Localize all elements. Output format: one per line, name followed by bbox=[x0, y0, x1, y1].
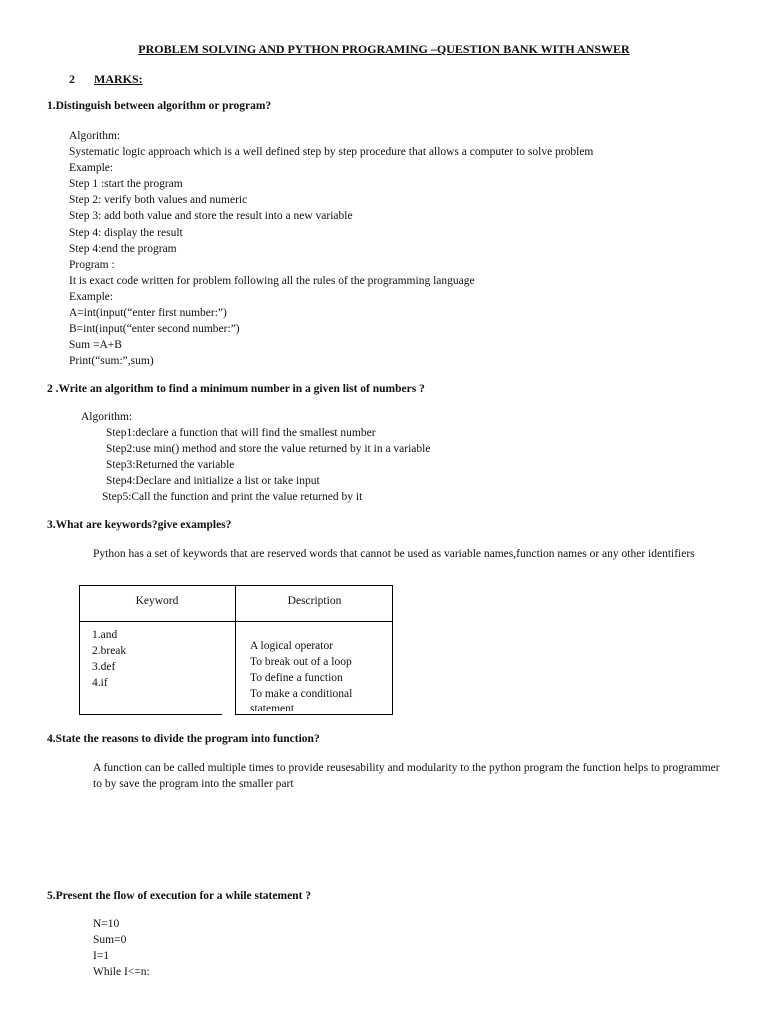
answer-5-code bbox=[93, 916, 150, 980]
answer-1-line: Step 4:end the program bbox=[69, 242, 177, 255]
answer-1 bbox=[69, 128, 593, 369]
marks-heading: MARKS: bbox=[94, 72, 143, 86]
answer-2-step: Step4:Declare and initialize a list or take input bbox=[106, 475, 320, 487]
answer-1-line: Systematic logic approach which is a well defined step by step procedure that allows a computer to solve problem bbox=[69, 146, 594, 159]
answer-2-step: Step2:use min() method and store the value returned by it in a variable bbox=[106, 443, 431, 455]
answer-2-step: Step5:Call the function and print the value returned by it bbox=[102, 491, 363, 503]
answer-5-line: I=1 bbox=[93, 950, 110, 963]
answer-1-line: Sum =A+B bbox=[69, 339, 122, 352]
table-keyword-cell: 3.def bbox=[92, 661, 116, 673]
question-1: 1.Distinguish between algorithm or program? bbox=[47, 100, 272, 112]
table-description-cell: statement bbox=[250, 703, 295, 711]
answer-5-line: While I<=n: bbox=[93, 966, 150, 979]
answer-1-line: It is exact code written for problem following all the rules of the programming language bbox=[69, 274, 475, 287]
answer-1-line: Example: bbox=[69, 162, 114, 175]
table-description-cell: To define a function bbox=[250, 672, 343, 684]
answer-5-line: Sum=0 bbox=[93, 934, 127, 947]
table-keyword-column bbox=[92, 627, 126, 691]
answer-1-line: Example: bbox=[69, 290, 114, 303]
answer-1-line: B=int(input(“enter second number:”) bbox=[69, 323, 240, 336]
answer-1-line: Program : bbox=[69, 258, 115, 271]
table-border bbox=[235, 714, 393, 715]
answer-1-line: A=int(input(“enter first number:”) bbox=[69, 307, 227, 320]
question-4: 4.State the reasons to divide the program into function? bbox=[47, 733, 320, 745]
keywords-table bbox=[79, 585, 393, 715]
answer-3-text: Python has a set of keywords that are reserved words that cannot be used as variable names,function names or any other identifiers bbox=[93, 548, 695, 560]
answer-1-line: Step 4: display the result bbox=[69, 226, 183, 239]
marks-number: 2 bbox=[69, 72, 75, 86]
question-2: 2 .Write an algorithm to find a minimum number in a given list of numbers ? bbox=[47, 383, 425, 395]
table-keyword-cell: 4.if bbox=[92, 677, 108, 689]
answer-2-step: Step3:Returned the variable bbox=[106, 459, 235, 471]
table-description-cell: To make a conditional bbox=[250, 688, 353, 700]
question-5: 5.Present the flow of execution for a while statement ? bbox=[47, 890, 312, 902]
answer-5-line: N=10 bbox=[93, 918, 120, 930]
table-keyword-cell: 1.and bbox=[92, 629, 118, 641]
table-border bbox=[79, 621, 393, 622]
table-description-cell: A logical operator bbox=[250, 640, 334, 652]
answer-1-line: Step 1 :start the program bbox=[69, 178, 183, 191]
table-description-cell: To break out of a loop bbox=[250, 656, 352, 668]
table-header-keyword: Keyword bbox=[135, 595, 179, 607]
document-title: PROBLEM SOLVING AND PYTHON PROGRAMING –QUESTION BANK WITH ANSWER bbox=[138, 42, 630, 56]
table-description-column bbox=[250, 638, 352, 711]
table-border bbox=[79, 585, 393, 586]
answer-1-line: Step 3: add both value and store the result into a new variable bbox=[69, 210, 353, 223]
table-border bbox=[79, 714, 222, 715]
table-keyword-cell: 2.break bbox=[92, 645, 127, 657]
answer-1-line: Step 2: verify both values and numeric bbox=[69, 194, 248, 207]
question-3: 3.What are keywords?give examples? bbox=[47, 519, 232, 531]
answer-4-text: A function can be called multiple times to provide reusesability and modularity to the python program the function helps to programmer to by save the program into the smaller part bbox=[93, 762, 720, 790]
answer-1-line: Algorithm: bbox=[69, 130, 121, 142]
answer-2-step: Step1:declare a function that will find the smallest number bbox=[106, 427, 376, 439]
answer-1-line: Print(“sum:”,sum) bbox=[69, 355, 154, 368]
table-header-description: Description bbox=[287, 595, 342, 607]
answer-2-heading: Algorithm: bbox=[81, 411, 133, 423]
